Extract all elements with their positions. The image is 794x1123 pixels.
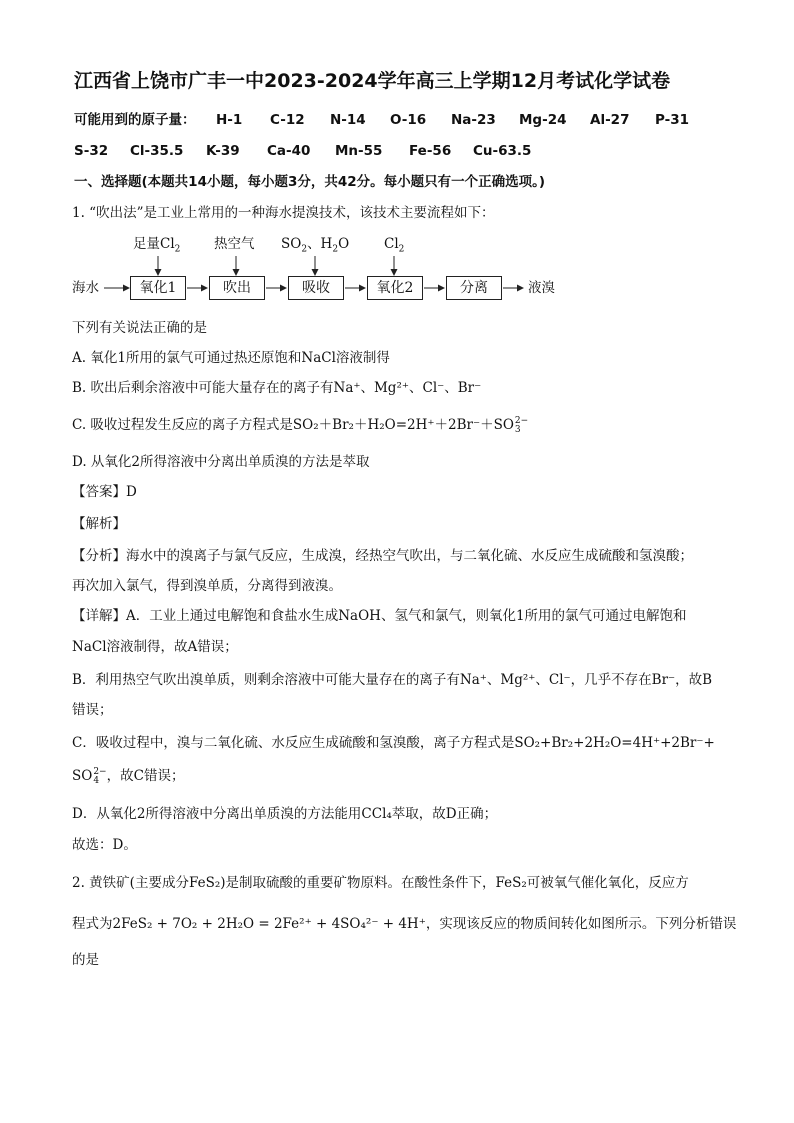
atomic-mass-item: H-1 <box>216 112 243 128</box>
q1-analysis-text: 【分析】海水中的溴离子与氯气反应，生成溴，经热空气吹出，与二氧化硫、水反应生成硫酸和氢溴酸； <box>72 548 693 564</box>
q2-line-3: 的是 <box>72 952 99 968</box>
q2-line-1: 2. 黄铁矿(主要成分FeS₂)是制取硫酸的重要矿物原料。在酸性条件下，FeS₂可被氧气催化氧化，反应方 <box>72 875 689 891</box>
atomic-mass-item: O-16 <box>390 112 427 128</box>
flow-start-label: 海水 <box>72 280 99 296</box>
atomic-mass-item: K-39 <box>206 143 240 159</box>
atomic-mass-item: Mn-55 <box>335 143 383 159</box>
atomic-mass-item: Ca-40 <box>267 143 311 159</box>
q1-detail-c-1: C．吸收过程中，溴与二氧化硫、水反应生成硫酸和氢溴酸，离子方程式是SO₂+Br₂+2H₂O=4H⁺+2Br⁻+ <box>72 735 715 751</box>
atomic-mass-item: Al-27 <box>590 112 630 128</box>
flow-end-label: 液溴 <box>528 280 555 296</box>
process-flow-diagram <box>72 234 572 304</box>
q1-answer: 【答案】D <box>72 484 137 500</box>
q1-option-a: A. 氧化1所用的氯气可通过热还原饱和NaCl溶液制得 <box>72 350 390 366</box>
q1-detail-b-1: B．利用热空气吹出溴单质，则剩余溶液中可能大量存在的离子有Na⁺、Mg²⁺、Cl⁻，几乎不存在Br⁻，故B <box>72 672 713 688</box>
q1-detail-c-2: SO 2− 4 ，故C错误； <box>72 766 185 786</box>
flow-input-cl2: $Cl_2$ <box>384 236 405 255</box>
flow-box-blow-out: 吹出 <box>209 276 265 300</box>
q1-detail-d: D．从氧化2所得溶液中分离出单质溴的方法能用CCl₄萃取，故D正确； <box>72 806 498 822</box>
q1-detail-a-1: 【详解】A．工业上通过电解饱和食盐水生成NaOH、氢气和氯气，则氧化1所用的氯气可通过电解饱和 <box>72 608 687 624</box>
q1-option-d: D. 从氧化2所得溶液中分离出单质溴的方法是萃取 <box>72 454 370 470</box>
atomic-mass-item: Na-23 <box>451 112 496 128</box>
page-title: 江西省上饶市广丰一中2023-2024学年高三上学期12月考试化学试卷 <box>74 70 671 92</box>
q1-option-b: B. 吹出后剩余溶液中可能大量存在的离子有Na⁺、Mg²⁺、Cl⁻、Br⁻ <box>72 380 482 396</box>
flow-input-hot-air: 热空气 <box>214 236 255 252</box>
flow-box-oxidation-1: 氧化1 <box>130 276 186 300</box>
q1-detail-b-2: 错误； <box>72 702 113 718</box>
atomic-mass-item: S-32 <box>74 143 109 159</box>
q1-detail-a-2: NaCl溶液制得，故A错误； <box>72 639 238 655</box>
q1-option-c: C. 吸收过程发生反应的离子方程式是SO₂＋Br₂＋H₂O=2H⁺＋2Br⁻＋SO 2− 3 <box>72 415 529 435</box>
atomic-mass-item: Mg-24 <box>519 112 567 128</box>
atomic-mass-label: 可能用到的原子量： <box>74 112 196 128</box>
q1-analysis-text-2: 再次加入氯气，得到溴单质，分离得到液溴。 <box>72 578 342 594</box>
flow-input-so2-h2o: $SO_2$、$H_2O$ <box>281 236 350 255</box>
section-heading: 一、选择题(本题共14小题，每小题3分，共42分。每小题只有一个正确选项。) <box>74 174 546 190</box>
q2-line-2: 程式为2FeS₂ + 7O₂ + 2H₂O = 2Fe²⁺ + 4SO₄²⁻ + 4H⁺，实现该反应的物质间转化如图所示。下列分析错误 <box>72 916 737 932</box>
q1-analysis-label: 【解析】 <box>72 516 126 532</box>
flow-box-absorption: 吸收 <box>288 276 344 300</box>
atomic-mass-item: Fe-56 <box>409 143 452 159</box>
q1-conclusion: 故选：D。 <box>72 837 137 853</box>
atomic-mass-item: Cl-35.5 <box>130 143 184 159</box>
atomic-mass-item: P-31 <box>655 112 690 128</box>
atomic-mass-item: C-12 <box>270 112 305 128</box>
atomic-mass-item: N-14 <box>330 112 366 128</box>
q1-prompt: 下列有关说法正确的是 <box>72 320 207 336</box>
q1-stem: 1. “吹出法”是工业上常用的一种海水提溴技术，该技术主要流程如下： <box>72 205 495 221</box>
flow-box-oxidation-2: 氧化2 <box>367 276 423 300</box>
atomic-mass-item: Cu-63.5 <box>473 143 532 159</box>
flow-input-cl2-excess: 足量$Cl_2$ <box>133 236 181 255</box>
flow-box-separation: 分离 <box>446 276 502 300</box>
